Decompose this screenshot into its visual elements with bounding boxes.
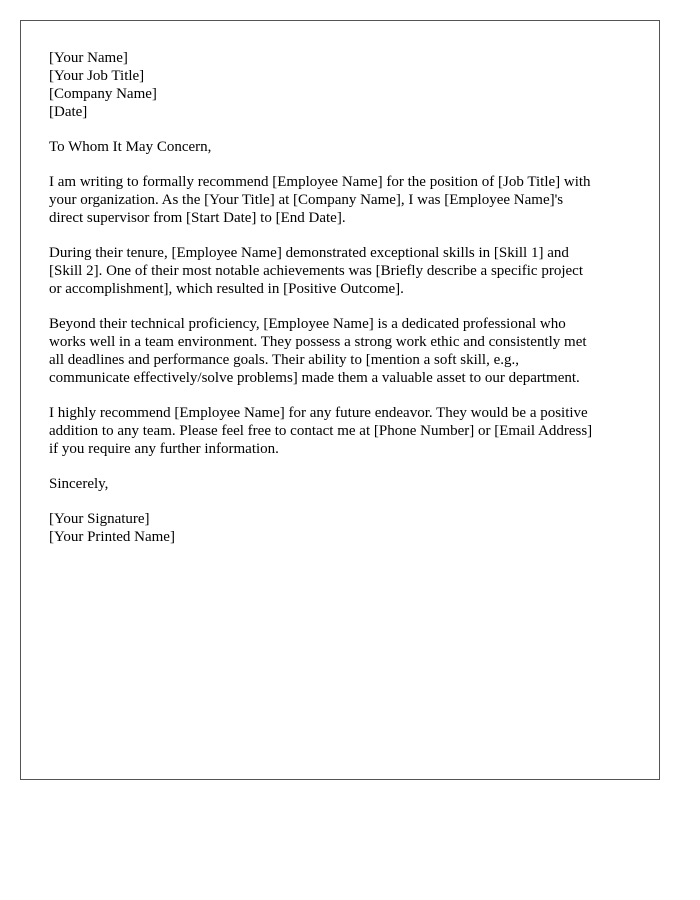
body-paragraph-3 [49, 315, 659, 387]
text-line: direct supervisor from [Start Date] to [End Date]. [49, 210, 346, 226]
text-line: addition to any team. Please feel free to contact me at [Phone Number] or [Email Address] [49, 423, 593, 439]
text-line: I am writing to formally recommend [Employee Name] for the position of [Job Title] with [49, 174, 591, 190]
closing: Sincerely, [49, 476, 109, 492]
body-paragraph-4 [49, 404, 659, 458]
letter-page [20, 20, 660, 780]
text-line: or accomplishment], which resulted in [Positive Outcome]. [49, 281, 404, 297]
sender-name: [Your Name] [49, 50, 128, 66]
text-line: communicate effectively/solve problems] made them a valuable asset to our department. [49, 370, 580, 386]
signature-block [49, 510, 659, 546]
body-paragraph-1 [49, 173, 659, 227]
text-line: Beyond their technical proficiency, [Employee Name] is a dedicated professional who [49, 316, 566, 332]
signature: [Your Signature] [49, 511, 150, 527]
text-line: [Skill 2]. One of their most notable achievements was [Briefly describe a specific project [49, 263, 583, 279]
text-line: works well in a team environment. They possess a strong work ethic and consistently met [49, 334, 587, 350]
text-line: all deadlines and performance goals. Their ability to [mention a soft skill, e.g., [49, 352, 520, 368]
text-line: During their tenure, [Employee Name] demonstrated exceptional skills in [Skill 1] and [49, 245, 569, 261]
text-line: I highly recommend [Employee Name] for any future endeavor. They would be a positive [49, 405, 588, 421]
printed-name: [Your Printed Name] [49, 529, 175, 545]
body-paragraph-2 [49, 244, 659, 298]
salutation: To Whom It May Concern, [49, 139, 212, 155]
letter-date: [Date] [49, 104, 88, 120]
text-line: if you require any further information. [49, 441, 279, 457]
sender-block [49, 49, 659, 121]
sender-job-title: [Your Job Title] [49, 68, 145, 84]
sender-company: [Company Name] [49, 86, 157, 102]
text-line: your organization. As the [Your Title] at [Company Name], I was [Employee Name]'s [49, 192, 564, 208]
